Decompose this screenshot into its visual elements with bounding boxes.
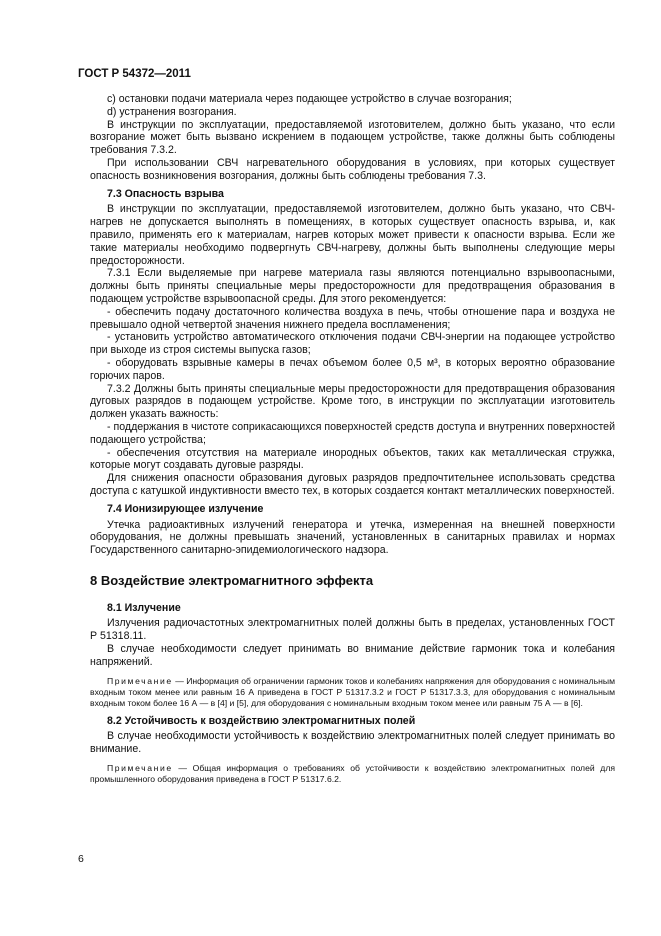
subsection-heading: 7.3 Опасность взрыва (107, 187, 224, 200)
body-paragraph: В инструкции по эксплуатации, предоставляемой изготовителем, должно быть указано, что СВЧ-нагрев не допускается выполнять в помещениях, в которых существует опасность взрыва, и, как правило, применять его к материалам, нагрев которых может привести к опасности взрыва. Если же такие материалы необходимо подвергнуть СВЧ-нагреву, должны быть выполнены следующие меры предосторожности. (90, 203, 615, 267)
note-paragraph (90, 763, 615, 785)
body-paragraph: - оборудовать взрывные камеры в печах объемом более 0,5 м³, в которых вероятно образование горючих паров. (90, 356, 615, 382)
body-paragraph: - поддержания в чистоте соприкасающихся поверхностей средств доступа и внутренних поверхностей подающего устройства; (90, 420, 615, 446)
body-paragraph: - установить устройство автоматического отключения подачи СВЧ-энергии на подающее устройство при выходе из строя системы выпуска газов; (90, 331, 615, 357)
page-number: 6 (78, 853, 84, 865)
body-paragraph: Утечка радиоактивных излучений генератора и утечка, измеренная на внешней поверхности оборудования, не должны превышать значений, установленных в санитарных правилах и нормах Государственного санитарно-эпидемиологического надзора. (90, 518, 615, 557)
subsection-heading: 8.2 Устойчивость к воздействию электромагнитных полей (107, 714, 416, 727)
body-paragraph: При использовании СВЧ нагревательного оборудования в условиях, при которых существует опасность возникновения возгорания, должны быть соблюдены требования 7.3. (90, 156, 615, 182)
document-body (90, 93, 615, 791)
body-paragraph: d) устранения возгорания. (107, 105, 237, 118)
note-label: Примечание (107, 763, 173, 774)
body-paragraph: 7.3.2 Должны быть приняты специальные меры предосторожности для предотвращения образования дуговых разрядов в подающем устройстве. Кроме того, в инструкции по эксплуатации изготовитель должен указать важность: (90, 382, 615, 421)
note-text: — Информация об ограничении гармоник токов и колебаниях напряжения для оборудования с номинальным входным током менее или равным 16 А приведена в ГОСТ Р 51317.3.2 и ГОСТ Р 51317.3.3, для оборудования с номинальным входным током более 16 А — в [4] и [5], для оборудования с номинальным входным током менее или равным 75 А — в [6]. (90, 675, 615, 708)
subsection-heading: 8.1 Излучение (107, 601, 181, 614)
body-paragraph: В случае необходимости устойчивость к воздействию электромагнитных полей следует принимать во внимание. (90, 730, 615, 756)
body-paragraph: В случае необходимости следует принимать во внимание действие гармоник тока и колебания напряжений. (90, 643, 615, 668)
body-paragraph: c) остановки подачи материала через подающее устройство в случае возгорания; (107, 93, 512, 105)
subsection-heading: 7.4 Ионизирующее излучение (107, 502, 264, 515)
section-heading: 8 Воздействие электромагнитного эффекта (90, 572, 374, 588)
body-paragraph: - обеспечить подачу достаточного количества воздуха в печь, чтобы отношение пара и воздуха не превышало одной четвертой значения нижнего предела воспламенения; (90, 305, 615, 331)
note-text: — Общая информация о требованиях об устойчивости к воздействию электромагнитных полей для промышленного оборудования приведена в ГОСТ Р 51317.6.2. (90, 763, 615, 785)
body-paragraph: Излучения радиочастотных электромагнитных полей должны быть в пределах, установленных ГОСТ Р 51318.11. (90, 617, 615, 643)
body-paragraph: - обеспечения отсутствия на материале инородных объектов, таких как металлическая стружка, которые могут создавать дуговые разряды. (90, 446, 615, 472)
body-paragraph: 7.3.1 Если выделяемые при нагреве материала газы являются потенциально взрывоопасными, должны быть приняты специальные меры предосторожности для предотвращения образования в подающем устройстве взрывоопасной среды. Для этого рекомендуется: (90, 267, 615, 305)
body-paragraph: Для снижения опасности образования дуговых разрядов предпочтительнее использовать средства доступа с катушкой индуктивности вместо тех, в которых создается контакт металлических поверхностей. (90, 472, 615, 497)
note-paragraph (90, 676, 615, 709)
body-paragraph: В инструкции по эксплуатации, предоставляемой изготовителем, должно быть указано, что если возгорание может быть вызвано искрением в подающем устройстве, также должны быть соблюдены требования 7.3.2. (90, 118, 615, 157)
document-header: ГОСТ Р 54372—2011 (78, 68, 191, 80)
note-label: Примечание (107, 675, 173, 686)
